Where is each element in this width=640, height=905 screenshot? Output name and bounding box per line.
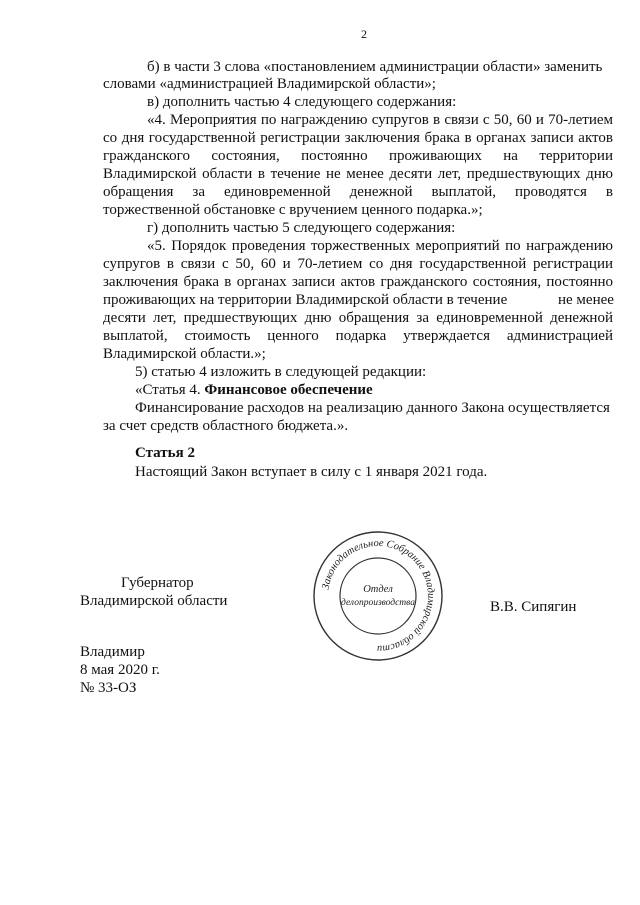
part4-line-5: обращения за единовременной денежной выплатой, проводятся в	[103, 184, 613, 200]
footer-city: Владимир	[80, 644, 145, 660]
signatory-name: В.В. Сипягин	[490, 599, 577, 615]
amendment-b-line-1: б) в части 3 слова «постановлением администрации области» заменить	[147, 59, 603, 75]
part4-line-2: со дня государственной регистрации заключения брака в органах записи актов	[103, 130, 613, 146]
signature-title-line-1: Губернатор	[121, 575, 194, 591]
stamp-center-line-2: делопроизводства	[341, 598, 415, 608]
footer-number: № 33-ОЗ	[80, 680, 137, 696]
footer-date: 8 мая 2020 г.	[80, 662, 160, 678]
stamp-ring-text: Законодательное Собрание Владимирской области	[320, 537, 437, 655]
page-number: 2	[361, 27, 367, 41]
article4-title: Финансовое обеспечение	[204, 382, 373, 398]
stamp-graphic	[311, 529, 445, 663]
part5-line-5: десяти лет, предшествующих дню обращения за единовременной денежной	[103, 310, 613, 326]
amendment-v-line: в) дополнить частью 4 следующего содержания:	[147, 94, 457, 110]
amendment-g-line: г) дополнить частью 5 следующего содержания:	[147, 220, 456, 236]
part5-line-4b: не менее	[558, 292, 614, 308]
part5-line-1: «5. Порядок проведения торжественных мероприятий по награждению	[147, 238, 613, 254]
amendment-b-line-2: словами «администрацией Владимирской области»;	[103, 76, 436, 92]
article4-title-line	[135, 382, 373, 399]
signature-title-line-2: Владимирской области	[80, 593, 228, 609]
amendment-5-line: 5) статью 4 изложить в следующей редакции:	[135, 364, 427, 380]
article2-heading: Статья 2	[135, 445, 195, 461]
article4-prefix: «Статья 4.	[135, 382, 205, 398]
part4-line-3: гражданского состояния, постоянно проживающих на территории	[103, 148, 613, 164]
part5-line-6: выплатой, стоимость ценного подарка утверждается администрацией	[103, 328, 613, 344]
office-stamp	[311, 529, 445, 663]
financing-line-1: Финансирование расходов на реализацию данного Закона осуществляется	[135, 400, 610, 416]
part4-line-6: торжественной обстановке с вручением ценного подарка.»;	[103, 202, 483, 218]
part5-line-2: супругов в связи с 50, 60 и 70-летием со дня государственной регистрации	[103, 256, 613, 272]
part5-line-3: заключения брака в органах записи актов гражданского состояния, постоянно	[103, 274, 613, 290]
article2-text: Настоящий Закон вступает в силу с 1 января 2021 года.	[135, 464, 488, 480]
stamp-center-line-1: Отдел	[363, 584, 393, 595]
part5-line-4a: проживающих на территории Владимирской области в течение	[103, 292, 508, 308]
part4-line-1: «4. Мероприятия по награждению супругов в связи с 50, 60 и 70-летием	[147, 112, 613, 128]
part5-line-7: Владимирской области.»;	[103, 346, 266, 362]
financing-line-2: за счет средств областного бюджета.».	[103, 418, 349, 434]
part4-line-4: Владимирской области в течение не менее десяти лет, предшествующих дню	[103, 166, 613, 182]
